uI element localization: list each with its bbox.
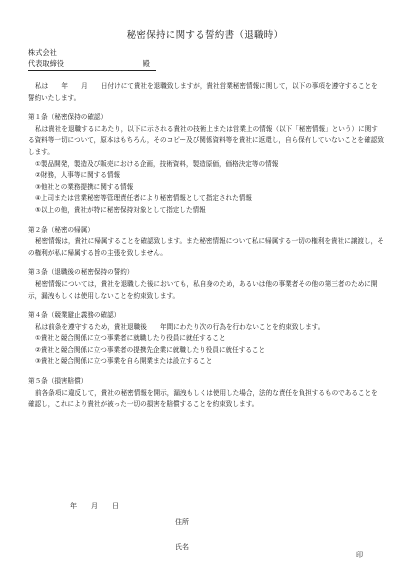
intro-paragraph: 私は 年 月 日付けにて貴社を退職致しますが，貴社営業秘密情報に関して，以下の事項を遵守することを誓約いたします。 <box>28 82 378 102</box>
seal-label: 印 <box>356 551 363 559</box>
list-item: ③他社との業務提携に関する情報 <box>35 182 134 191</box>
document-title: 秘密保持に関する誓約書（退職時） <box>126 30 284 41</box>
article-4 <box>28 310 384 368</box>
signature-date: 年 月 日 <box>70 502 119 510</box>
article-3 <box>28 267 384 302</box>
article-5 <box>28 376 384 411</box>
document-body <box>28 81 384 411</box>
address-label: 住所 <box>175 518 189 526</box>
addressee-company: 株式会社 <box>28 48 57 57</box>
article-body: 秘密情報は，貴社に帰属することを確認致します。また秘密情報について私に帰属する一切の権利を貴社に譲渡し，その権利が私に帰属する旨の主張を致しません。 <box>28 237 384 257</box>
article-title: 第５条（損害賠償） <box>28 377 88 386</box>
list-item: ③貴社と競合関係に立つ事業を自ら開業または設立すること <box>35 357 213 366</box>
article-title: 第１条（秘密保持の確認） <box>28 113 108 122</box>
article-2 <box>28 225 384 260</box>
addressee-line <box>28 58 156 71</box>
addressee-representative: 代表取締役 <box>28 59 64 68</box>
list-item: ①貴社と競合関係に立つ事業者に就職したり役員に就任すること <box>35 334 226 343</box>
article-body: 私は前条を遵守するため，貴社退職後 年間にわたり次の行為を行わないことを約束致します。 <box>35 322 325 331</box>
article-title: 第３条（退職後の秘密保持の誓約） <box>28 268 134 277</box>
addressee-block <box>28 47 156 71</box>
list-item: ④上司または営業秘密等管理責任者により秘密情報として指定された情報 <box>35 194 252 203</box>
article-title: 第４条（競業避止義務の確認） <box>28 311 121 320</box>
article-body: 前各条項に違反して，貴社の秘密情報を開示，漏洩もしくは使用した場合，法的な責任を負担するものであることを確認し，これにより貴社が被った一切の損害を賠償することを約束致します。 <box>28 388 378 409</box>
name-label: 氏名 <box>175 543 189 551</box>
article-body: 私は貴社を退職するにあたり，以下に示される貴社の技術上または営業上の情報（以下「秘密情報」という）に関する資料等一切について，原本はもちろん，そのコピー及び関係資料等を貴社に返還し，自ら保有していないことを確認致します。 <box>28 124 384 156</box>
list-item: ⑤以上の他，貴社が特に秘密保持対象として指定した情報 <box>35 205 206 214</box>
list-item: ①製品開発，製造及び販売における企画，技術資料，製造原価，価格決定等の情報 <box>35 159 279 168</box>
article-body: 秘密情報については，貴社を退職した後においても，私自身のため，あるいは他の事業者その他の第三者のために開示，漏洩もしくは使用しないことを約束致します。 <box>28 279 378 300</box>
article-item-list <box>28 159 384 217</box>
list-item: ②財務，人事等に関する情報 <box>35 171 121 180</box>
article-1 <box>28 112 384 216</box>
article-title: 第２条（秘密の帰属） <box>28 225 94 234</box>
list-item: ②貴社と競合関係に立つ事業者の提携先企業に就職したり役員に就任すること <box>35 345 266 354</box>
article-item-list <box>28 333 384 368</box>
addressee-honorific: 殿 <box>142 59 150 68</box>
